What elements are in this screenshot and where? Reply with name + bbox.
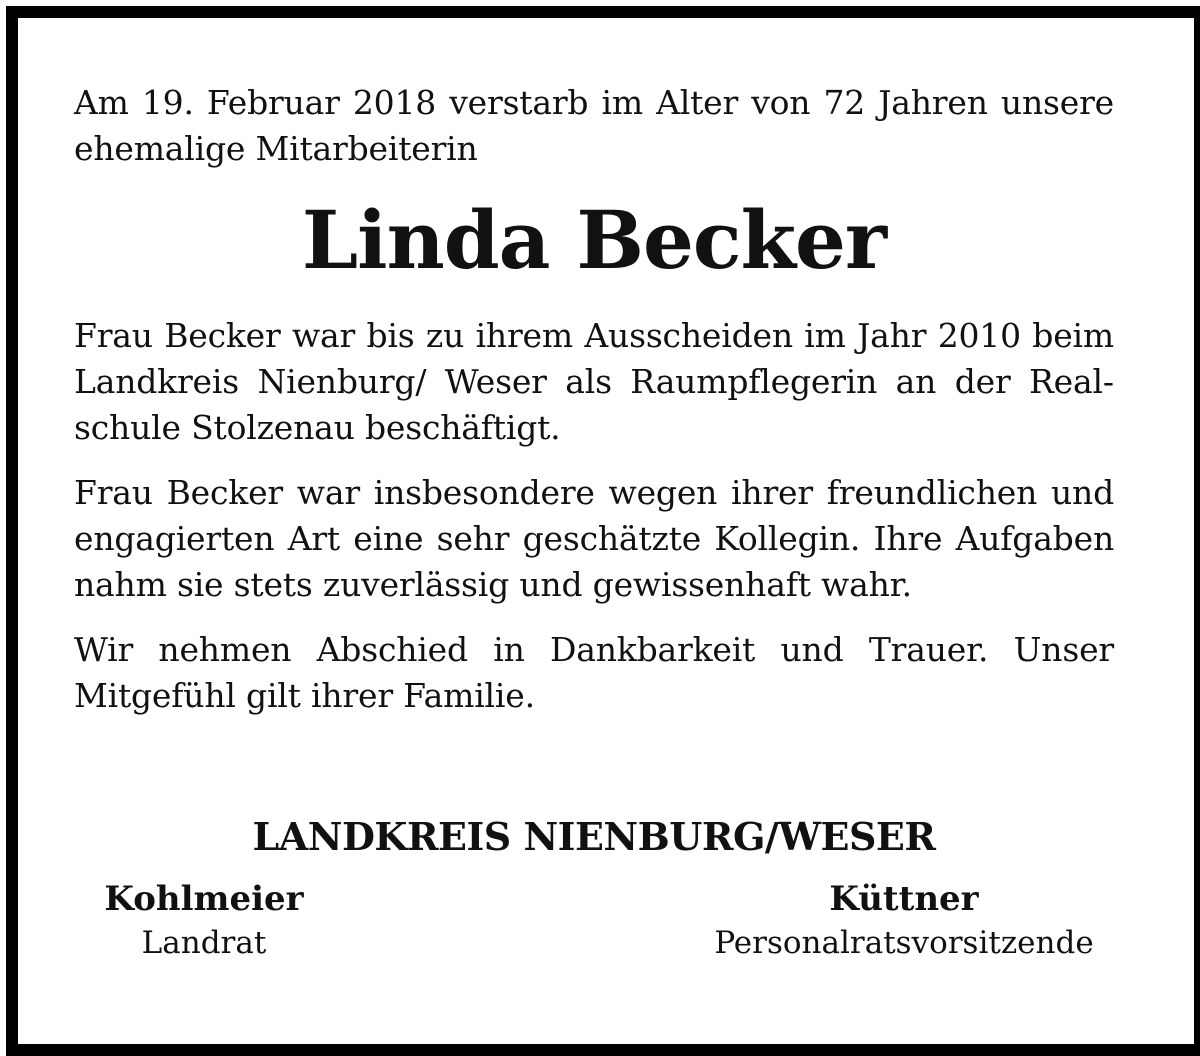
signatory-name: Küttner — [829, 879, 979, 919]
notice-paragraphs — [74, 313, 1114, 719]
paragraph-character: Frau Becker war insbesondere wegen ihrer freundlichen und engagierten Art eine sehr geschätzte Kollegin. Ihre Aufgaben nahm sie stets zuverlässig und gewissenhaft wahr. — [74, 473, 1114, 604]
signatory-left — [94, 877, 314, 965]
signatures — [74, 877, 1114, 987]
signatory-title: Landrat — [141, 925, 267, 961]
signatory-name: Kohlmeier — [104, 879, 304, 919]
notice-body — [74, 70, 1114, 719]
intro-text: Am 19. Februar 2018 verstarb im Alter von 72 Jahren unsere ehemalige Mitarbeiterin — [74, 83, 1114, 168]
deceased-name: Linda Becker — [301, 193, 887, 287]
signatory-title: Personalratsvorsitzende — [714, 925, 1094, 961]
notice-footer — [74, 812, 1114, 987]
paragraph-employment: Frau Becker war bis zu ihrem Ausscheiden im Jahr 2010 beim Landkreis Nienburg/ Weser als Raumpflegerin an der Realschule Stolzenau beschäftigt. — [74, 316, 1114, 447]
signatory-right — [694, 877, 1114, 965]
paragraph-farewell: Wir nehmen Abschied in Dankbarkeit und Trauer. Unser Mitgefühl gilt ihrer Familie. — [74, 630, 1114, 715]
organization-name: LANDKREIS NIENBURG/WESER — [252, 814, 936, 859]
